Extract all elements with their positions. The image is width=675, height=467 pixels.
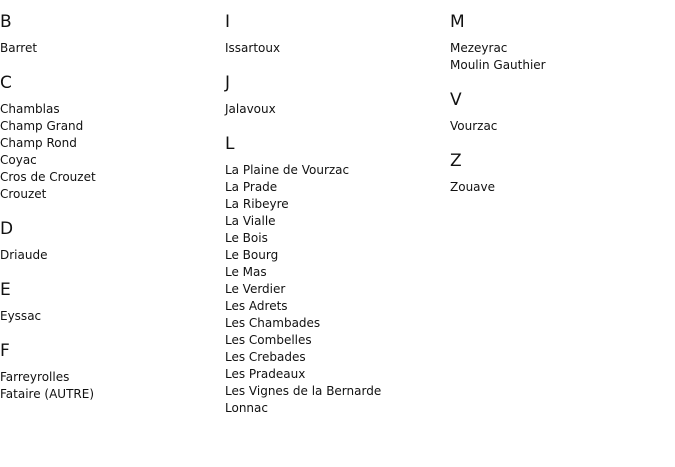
place-link[interactable]: Chamblas <box>0 102 60 116</box>
letter-group <box>0 341 220 403</box>
place-link[interactable]: La Prade <box>225 180 278 194</box>
place-list <box>0 308 220 325</box>
place-link[interactable]: Driaude <box>0 248 48 262</box>
letter-heading: M <box>450 12 465 32</box>
place-link[interactable]: Barret <box>0 41 38 55</box>
place-link[interactable]: Moulin Gauthier <box>450 58 546 72</box>
place-link[interactable]: La Plaine de Vourzac <box>225 163 350 177</box>
place-link[interactable]: Le Verdier <box>225 282 286 296</box>
place-link[interactable]: Le Bourg <box>225 248 279 262</box>
place-link[interactable]: Zouave <box>450 180 496 194</box>
place-link[interactable]: Fataire (AUTRE) <box>0 387 95 401</box>
letter-group <box>225 134 445 417</box>
place-list <box>225 162 445 417</box>
place-link[interactable]: Champ Grand <box>0 119 84 133</box>
letter-heading: L <box>225 134 235 154</box>
place-link[interactable]: La Ribeyre <box>225 197 289 211</box>
place-link[interactable]: Jalavoux <box>225 102 276 116</box>
place-list <box>0 101 220 203</box>
letter-group <box>0 73 220 203</box>
index-column <box>450 0 670 212</box>
place-link[interactable]: Le Bois <box>225 231 268 245</box>
letter-heading: B <box>0 12 12 32</box>
letter-group <box>225 73 445 118</box>
letter-heading: I <box>225 12 231 32</box>
letter-heading: J <box>225 73 231 93</box>
place-list <box>450 40 670 74</box>
place-list <box>0 369 220 403</box>
place-link[interactable]: La Vialle <box>225 214 276 228</box>
place-list <box>0 40 220 57</box>
letter-heading: D <box>0 219 14 239</box>
place-list <box>450 118 670 135</box>
letter-group <box>0 280 220 325</box>
place-link[interactable]: Eyssac <box>0 309 42 323</box>
letter-heading: F <box>0 341 10 361</box>
place-link[interactable]: Les Combelles <box>225 333 312 347</box>
place-link[interactable]: Les Chambades <box>225 316 321 330</box>
place-link[interactable]: Issartoux <box>225 41 281 55</box>
place-link[interactable]: Vourzac <box>450 119 498 133</box>
place-link[interactable]: Cros de Crouzet <box>0 170 96 184</box>
place-link[interactable]: Le Mas <box>225 265 267 279</box>
place-list <box>450 179 670 196</box>
letter-heading: C <box>0 73 12 93</box>
index-column <box>225 0 445 433</box>
place-link[interactable]: Champ Rond <box>0 136 77 150</box>
letter-group <box>450 90 670 135</box>
place-list <box>225 101 445 118</box>
place-list <box>225 40 445 57</box>
letter-heading: V <box>450 90 462 110</box>
letter-heading: Z <box>450 151 462 171</box>
place-link[interactable]: Les Crebades <box>225 350 306 364</box>
place-list <box>0 247 220 264</box>
place-link[interactable]: Farreyrolles <box>0 370 70 384</box>
index-column <box>0 0 220 419</box>
letter-group <box>450 151 670 196</box>
letter-group <box>0 219 220 264</box>
place-link[interactable]: Les Pradeaux <box>225 367 306 381</box>
place-link[interactable]: Les Adrets <box>225 299 288 313</box>
place-link[interactable]: Crouzet <box>0 187 47 201</box>
letter-group <box>450 12 670 74</box>
place-link[interactable]: Mezeyrac <box>450 41 508 55</box>
place-link[interactable]: Lonnac <box>225 401 268 415</box>
place-link[interactable]: Les Vignes de la Bernarde <box>225 384 382 398</box>
letter-heading: E <box>0 280 11 300</box>
letter-group <box>0 12 220 57</box>
letter-group <box>225 12 445 57</box>
place-link[interactable]: Coyac <box>0 153 37 167</box>
